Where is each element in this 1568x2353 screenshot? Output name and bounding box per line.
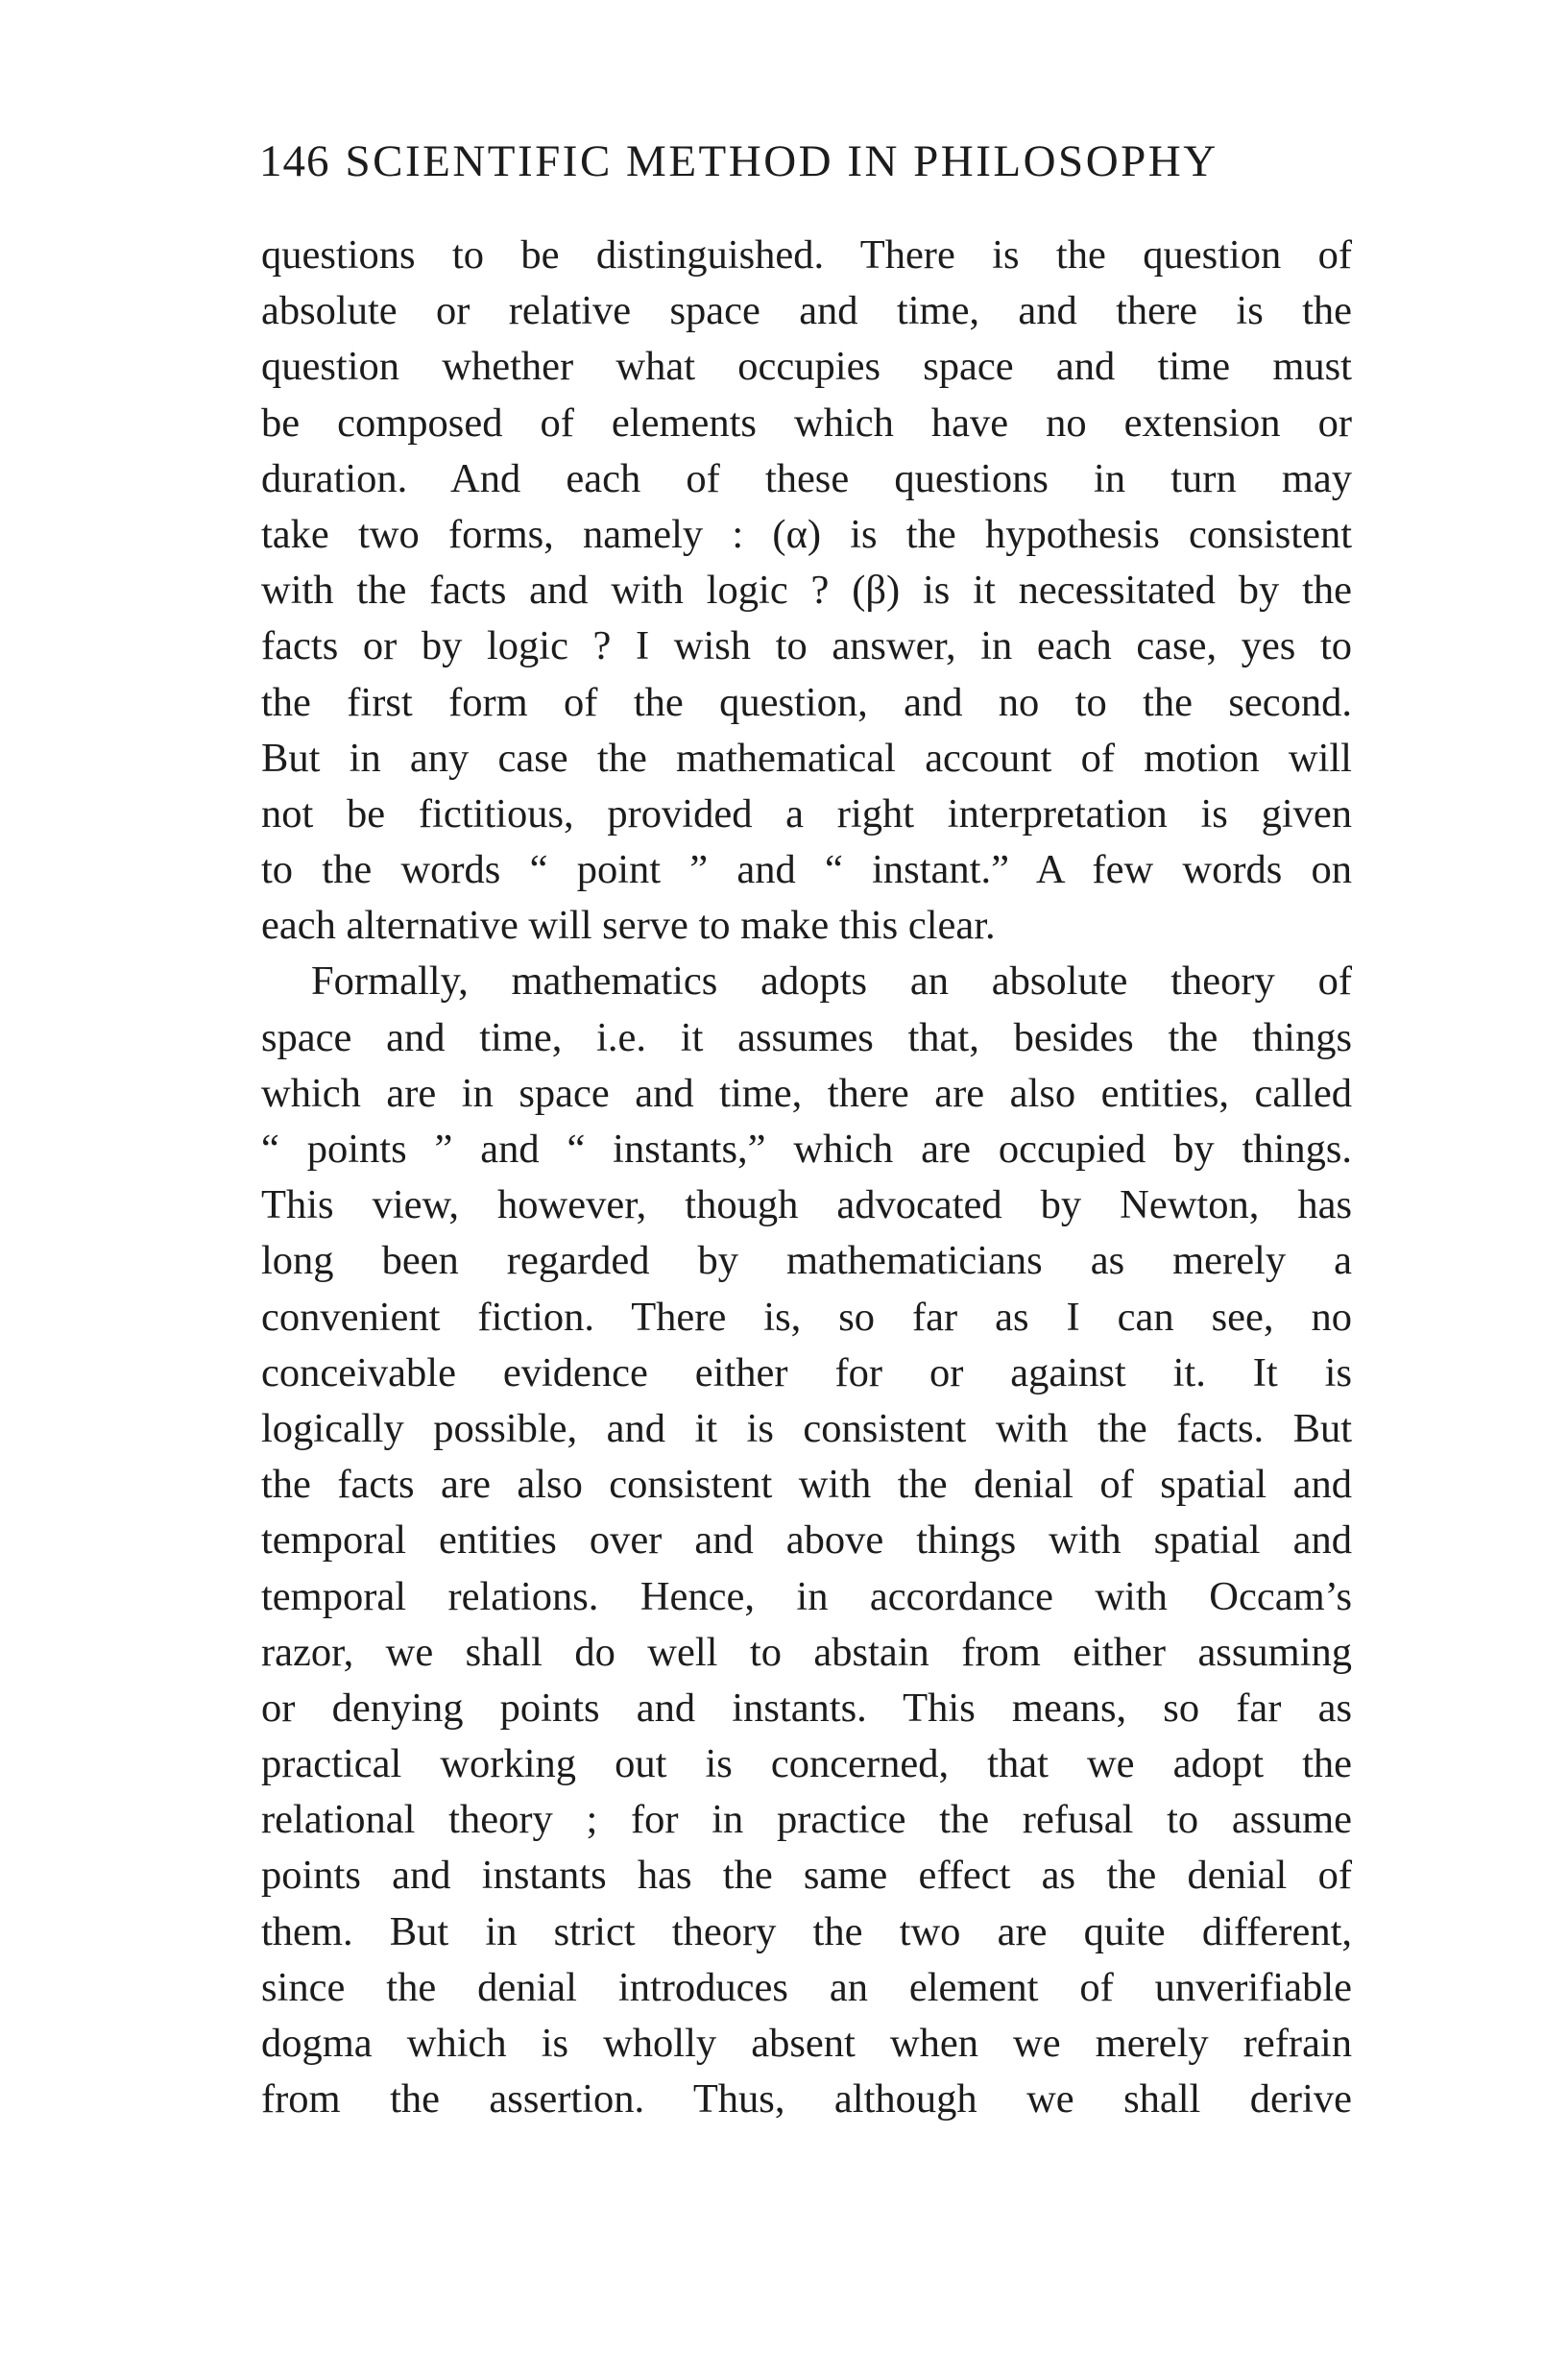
text-line: since the denial introduces an element of unverifiable	[261, 1964, 1352, 2010]
text-line: take two forms, namely : (α) is the hypothesis consistent	[261, 511, 1352, 557]
text-line: to the words “ point ” and “ instant.” A few words on	[261, 847, 1352, 893]
running-title: SCIENTIFIC METHOD IN PHILOSOPHY	[345, 136, 1218, 186]
text-line: dogma which is wholly absent when we merely refrain	[261, 2021, 1352, 2066]
text-line: “ points ” and “ instants,” which are occupied by things.	[261, 1127, 1352, 1172]
text-line: the first form of the question, and no to the second.	[261, 679, 1352, 725]
text-line: questions to be distinguished. There is the question of	[261, 232, 1352, 278]
text-line: points and instants has the same effect as the denial of	[261, 1853, 1352, 1899]
paragraph-1	[261, 228, 1352, 954]
text-line: from the assertion. Thus, although we shall derive	[261, 2076, 1352, 2123]
text-line: with the facts and with logic ? (β) is it necessitated by the	[261, 568, 1352, 614]
text-line: question whether what occupies space and time must	[261, 344, 1352, 390]
text-line: facts or by logic ? I wish to answer, in each case, yes to	[261, 623, 1352, 669]
page-number: 146	[259, 136, 330, 186]
text-line: which are in space and time, there are also entities, called	[261, 1070, 1352, 1116]
text-line: Formally, mathematics adopts an absolute theory of	[311, 958, 1352, 1005]
text-line: each alternative will serve to make this clear.	[261, 903, 996, 949]
text-line: temporal entities over and above things with spatial and	[261, 1517, 1352, 1564]
text-line: relational theory ; for in practice the refusal to assume	[261, 1797, 1352, 1843]
text-line: be composed of elements which have no extension or	[261, 400, 1352, 446]
text-line: practical working out is concerned, that we adopt the	[261, 1741, 1352, 1787]
text-line: But in any case the mathematical account of motion will	[261, 735, 1352, 781]
text-line: or denying points and instants. This means, so far as	[261, 1685, 1352, 1731]
text-line: the facts are also consistent with the denial of spatial and	[261, 1462, 1352, 1508]
text-line: temporal relations. Hence, in accordance with Occam’s	[261, 1573, 1352, 1619]
text-line: conceivable evidence either for or against it. It is	[261, 1349, 1352, 1395]
running-head	[259, 133, 1354, 190]
text-line: duration. And each of these questions in turn may	[261, 455, 1352, 501]
text-line: not be fictitious, provided a right interpretation is given	[261, 790, 1352, 837]
text-line: This view, however, though advocated by Newton, has	[261, 1182, 1352, 1228]
paragraph-2	[261, 954, 1352, 2127]
text-line: absolute or relative space and time, and there is the	[261, 288, 1352, 334]
text-line: convenient fiction. There is, so far as I can see, no	[261, 1294, 1352, 1340]
body-text	[261, 228, 1352, 2127]
text-line: razor, we shall do well to abstain from either assuming	[261, 1629, 1352, 1675]
text-line: long been regarded by mathematicians as merely a	[261, 1238, 1352, 1284]
text-line: them. But in strict theory the two are quite different,	[261, 1908, 1352, 1954]
text-line: space and time, i.e. it assumes that, besides the things	[261, 1014, 1352, 1060]
text-line: logically possible, and it is consistent with the facts. But	[261, 1405, 1352, 1451]
